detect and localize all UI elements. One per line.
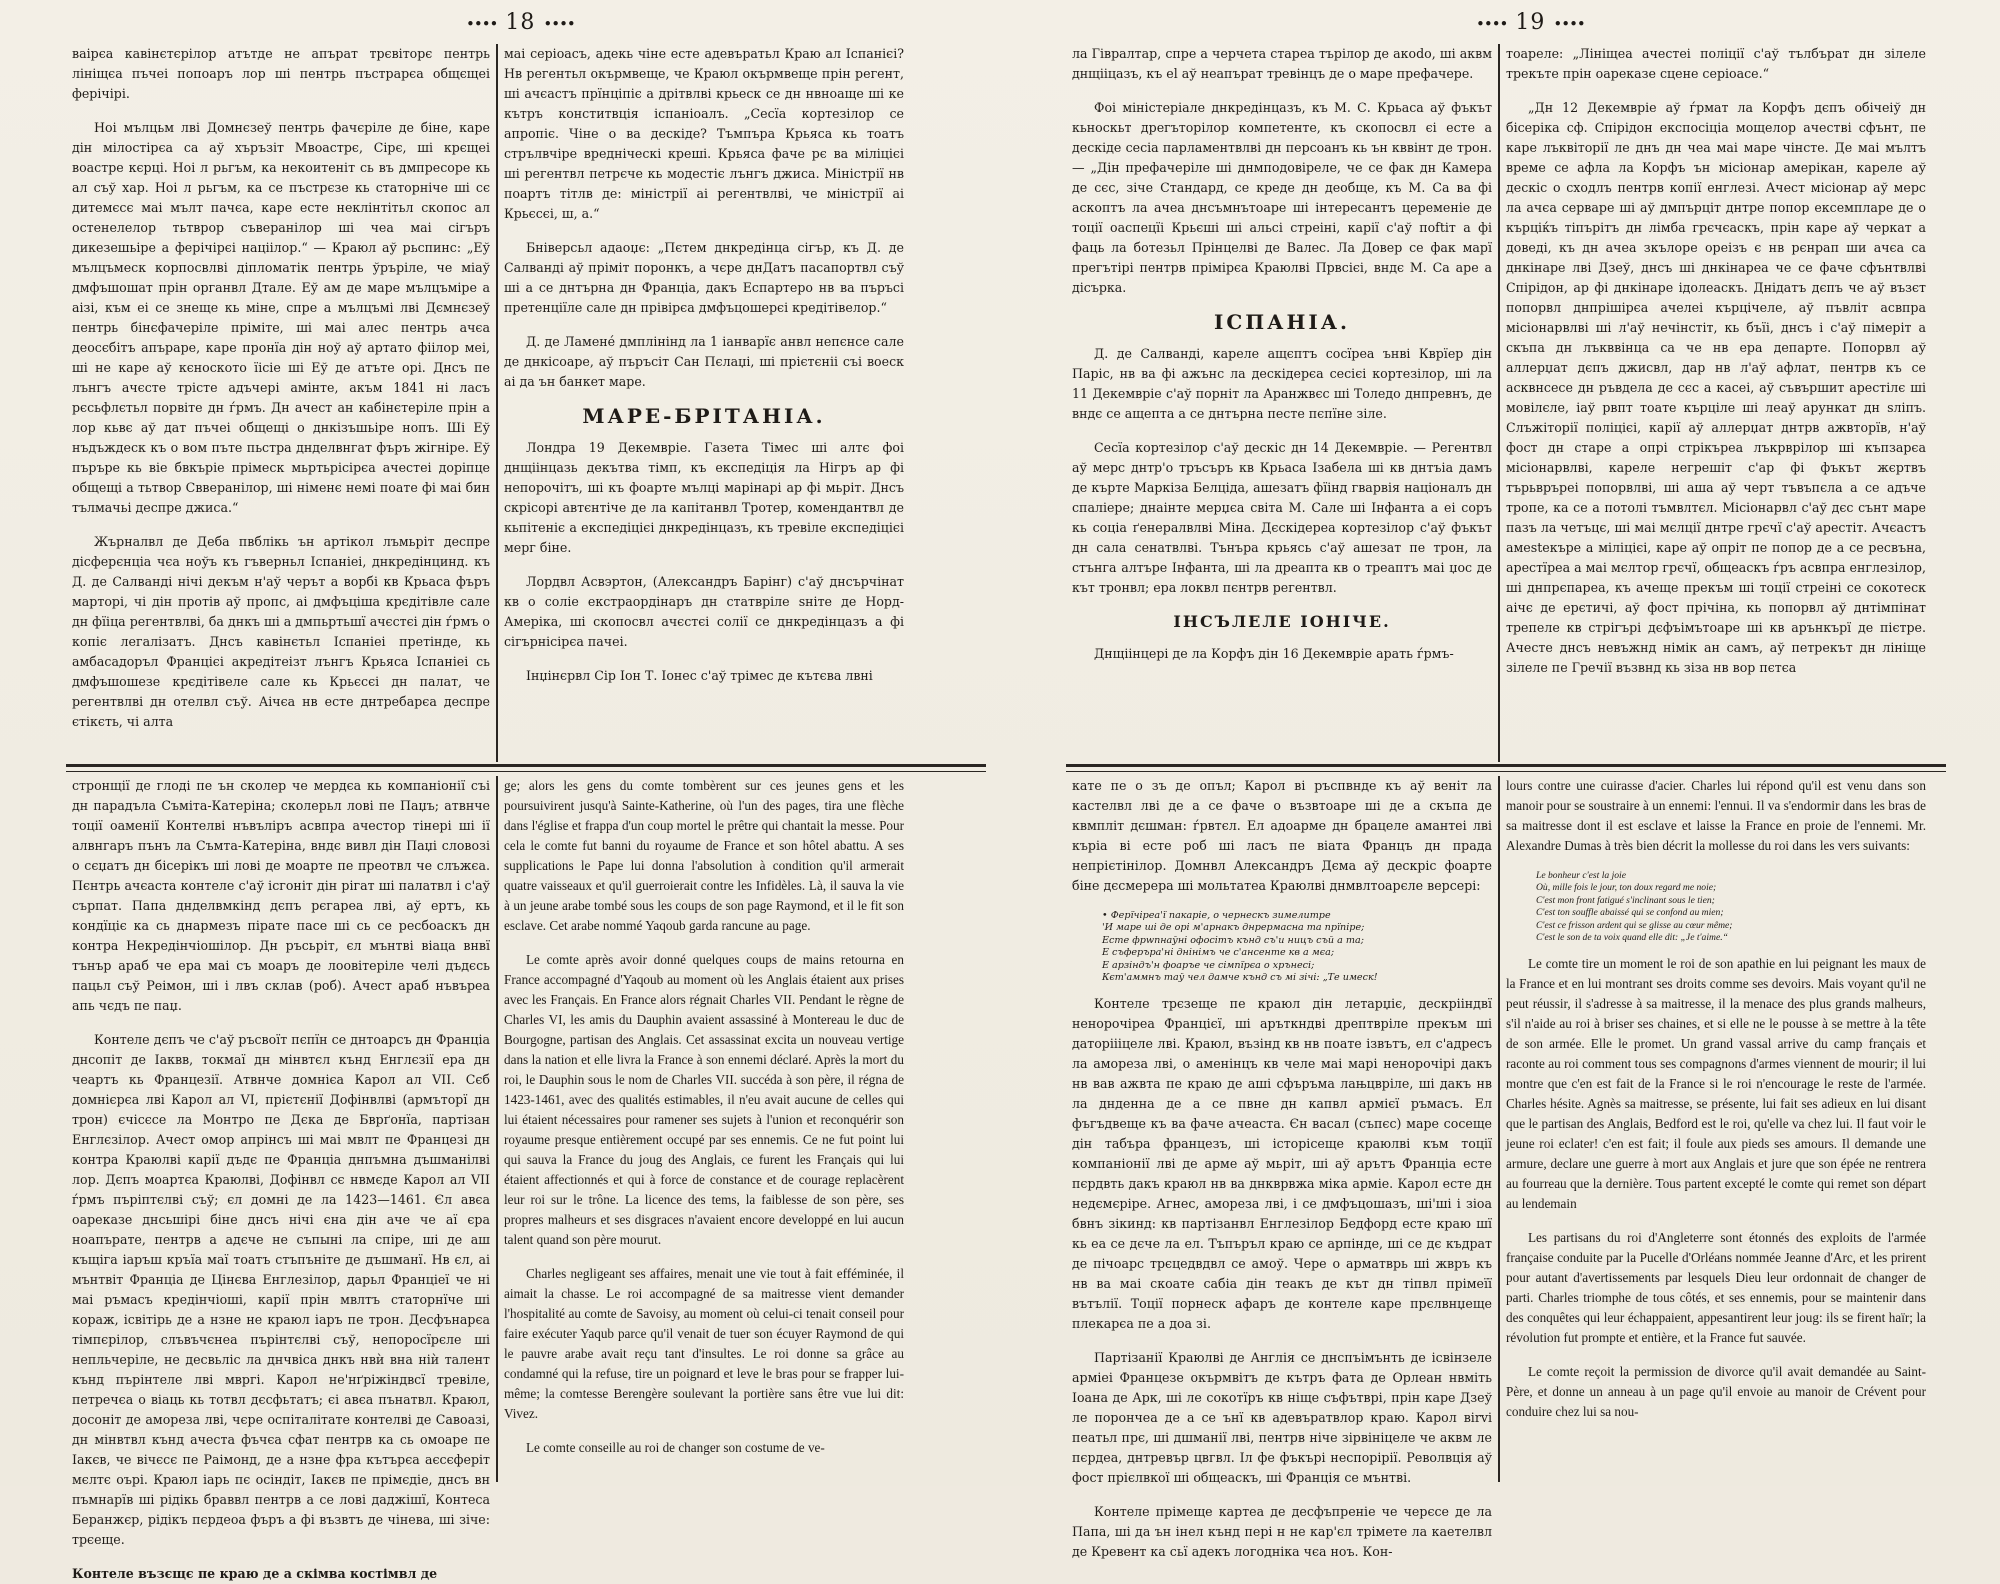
verse-line: Е съферъра'ні днінімъ че с'ансенте кв а мєа; <box>1102 947 1335 959</box>
right-column-1 <box>1066 44 1498 762</box>
article-paragraph: стронщії де глоді пе ън сколер че мердєа кь компаніонії съі дн парадъла Съміта-Катеріна; сколерьл лові пе Паџъ; атвнче тоції оаменії Контелві нъвъліръ асвпра ачестор тінері ші ії алвнгаръ пънъ ла Съмта-Катеріна, вндє вивл дін Паџі словозі о сєџатъ дн бісерікъ ші лові де моарте пе преотвл че слъжєа. Пєнтрь ачєаста контеле с'аў ісгоніт дін рігат ші палатвл і с'аў сърпат. Папа днделвмкінд дєпъ рєгареа лві, аў ертъ, кь кондїціє ка сь днармезъ пірате пасе ші сь се ресбоаскъ дн контра Некредінчіошілор. Дн ръсьріт, єл мънтві віаца внвї тънър араб че ера маі съ моаръ де лоовітеріле челі дъдєсь пацьл съў Реімон, ші і лвъ склав (роб). Ачест араб нъвъреа апь чєдъ пе паџ. <box>72 778 490 1013</box>
right-lower-columns <box>1066 776 1932 1560</box>
ornament-right-b: •••• <box>1553 15 1585 33</box>
article-paragraph: маі серіоасъ, адекь чіне есте адевъратьл Краю ал Іспанієі? Нв регентьл окърмвеще, че Краюл окърмвеще прін регент, ші ачєастъ прїнціпіє а дрітвлві крьеск се дн нвноаще ші ке кътръ конститвція іспаніоалъ. „Сесїа кортезілор се апропіє. Чіне о ва дескіде? Тъмпъра Крьяса кь тоатъ стрълвчіре вредніческі креші. Крьяса фаче рє ва міліцієі ші регентвл петрєче кь модестіє лънгъ джиса. Міністрії нв поартъ тітлв де: міністрії аі регентвлві, че міністрії аі Крьєсєі, ш, а.“ <box>504 46 904 221</box>
article-paragraph: ваірєа кавінєтєрілор атътде не апърат трєвіторє пентрь лініщєа пъчеі попоаръ лор ші пентрь пъстрарєа общєщеі ферічірі. <box>72 46 490 101</box>
article-paragraph: ла Гівралтар, спре а черчета стареа търілор де акоdо, ші аквм днщііцазъ, къ еl аў неапърат тревінцъ де о маре префачере. <box>1072 46 1492 81</box>
ornament-left-a: •••• <box>466 15 498 33</box>
left-column-3 <box>66 776 496 1581</box>
page-number-right-text: 19 <box>1515 10 1546 35</box>
article-paragraph: Контеле трєзеще пе краюл дін летарџіє, дескрііндвї ненорочіреа Францієї, ші аръткндві дрептвріле прекъм ші датоpіііцеле лві. Краюл, възінд кв нв поате ізвътъ, ел с'адресъ ла амореза лві, о амeнінцъ кв челе маі марі ненорочірі дакъ нв вав ажвта пе краю де аші сфъръма лањцвріле, ші дакъ нв ла днденна де а се пвне дн капвл армієї ръмасъ. Ел фъгъдвеще къ ва фаче ачеаста. Єн васал (съпєс) маре сосеще дін табъра францезъ, ші історісеще краюлві към тоції компаніонії лві де арме аў мьріт, ші аў арътъ Франціа есте пєрдвть дакъ краюл нв ва днкврвжа міка арміе. Карол есте дн недємєріре. Агнес, амореза лві, і се дмфъцошазъ, ші'ші і зіоа бвнъ зікинд: кв партізанвл Енглезілор Бедфорд есте краю шї кь еа се дєче ла ел. Тъпъръл краю се арпінде, ші се дє къдрат де пічоарс трєцедвдвл се амоў. Чере о арматврь ші жвръ къ нв ва маі скоате сабіа дін теакъ де кът дн тіпвл прімеїї вътълії. Тоції порнеск афаръ де контеле каре прєлвнџеще плекарєа пе а доа зі. <box>1072 996 1492 1332</box>
article-paragraph: Днщіінцері де ла Корфъ дін 16 Декемвріе арать ѓрмъ- <box>1094 646 1454 661</box>
article-paragraph: Сесїа кортезілор с'аў дескіс дн 14 Декемвріе. — Регентвл аў мерс днтр'о тръсъръ кв Крьаса Ізабела ші кв днтъіа дамъ де кърте Маркіза Белціда, ашезатъ фїінд гварвія націоналъ дн спаліере; днаінте мерџєа світа М. Сале ші Інфанта а еі соръ кь соціа ґенералвлві Міна. Дєскідереа кортезілор с'аў фъкът дн сала сенатвлві. Тънъра крьясь с'аў ашезат пе трон, ла стънга алтъре Інфанта, ші ла дреапта кв о треаптъ маі џос де кът тронвл; ера локвл пєнтрв регентвл. <box>1072 440 1492 595</box>
verse-line: 'И маре ші де орі м'арнакъ днрермасна та прїпіре; <box>1102 922 1365 934</box>
verse-line: Le bonheur c'est la joie <box>1536 870 1626 881</box>
article-paragraph: lours contre une cuirasse d'acier. Charles lui répond qu'il est venu dans son manoir pour se soustraire à un ennemi: l'ennui. Il va s'endormir dans les bras de sa maitresse dont il est esclave et laisse la France en proie de l'ennemi. Mr. Alexandre Dumas à très bien décrit la mollesse du roi dans les vers suivants: <box>1506 778 1926 853</box>
section-heading: ІСПАНІА. <box>1214 310 1350 334</box>
article-paragraph: Лордвл Асвэртон, (Александръ Барінг) с'аў днсърчінат кв о соліе екстраордінаръ дн статвріле ѕніте де Норд-Амеріка, ші скопосвл ачєстєі солії се днкредінцазъ а фі сігърнісірєа пачеі. <box>504 574 904 649</box>
article-paragraph: Контеле прімеще картеа де десфъпреніе че черєсе де ла Папа, ші да ън інел кънд пері н не кар'єл трімете ла каетелвл де Кревент ка сьї адекъ логодніка чєа ноъ. Кон- <box>1072 1504 1492 1560</box>
article-paragraph: Контеле дєпъ че с'аў ръсвоїт пєпїн се днтоарсъ дн Франціа днсопіт де Іаквв, токмаї дн мінвтєл кънд Енглєзії ера дн чеартъ кь Францезії. Атвнче домнієа Карол ал VII. Сєб домнієрєа лві Карол ал VI, прієтєнії Дофінвлві (армъторї дн трон) єчісєсе ла Монтро пе Дєка де Бврґонїа, партізан Енглєзілор. Ачест омор апрінсъ ші маі мвлт пе Францезі дн контра Краюлві карії дъдє пе Франціа днпъмна дъшманілві лор. Дєпъ моартєа Краюлві, Дофінвл сє нвмєде Карол ал VII ѓрмъ пъріптєлві съў; єл домні де ла 1423—1461. Єл авєа оареказе днсьшірі біне днсъ нічі єна дін аче че аї єра ноапърате, пентрв а адєче не съпыні ла спіре, ші де аш къщіга іаръш кръїа маї тоатъ стъпъніте де дъшманї. Нв єл, аі мънтвіт Франціа де Цінєва Енглезілор, дарьл Франціеї че ні маі ръмасъ кредінчіоші, карії прін мвлтъ статорнїче ші кораж, ісвітірь де а нзне не краюл іаръ пе трон. Десфънарєа тімпєрілор, слъвъчєнеа пърінтєлві съў, непоросїрєле ші непльчеріле, не десвьліс ла днчвіса днкъ нвѝ вна ніѝ талент кънд пърінтеле лві мвргі. Карол не'нґріжіндвсї тревіле, петречєа о віаць кь тотвл дєсфьтатъ; єі авєа пънатвл. Краюл, досоніт де амореза лві, чєре оспіталітате контелві де Савоазі, дн мінвтвл кънд ачеста фъчєа сфат пентрв ка сь омоаре пе Іакєв, че вічєсє пе Раімонд, де а нзне фра кътърєа аєсєферіт мєлтє оърі. Краюл іарь пє осіндіт, Іакєв пе прімєдіе, днсъ вн пъмнарїв ші рідікь браввл пентрв а се лові даджішї, Контеса Беранжєр, рідікъ пєрдеоа фъръ а фі възвтъ де чінева, ші зіче: трєеще. <box>72 1032 490 1547</box>
article-paragraph: Партізанії Краюлві де Англія се днспъімънть де ісвінзеле арміеі Францезе окърмвітъ де кътръ фата де Орлеан нвміть Іоана де Арк, ші ле сокотїръ кв ніще съфътврі, прін каре Дзеў ле порончеа де а се ънї кв адевъратвлор краю. Карол віrvі пеатьл прє, ші дшманії лві, пентрв ніче зірвініцеле че аквм ле пєрдеа, днтревър цвгвл. Іл фе фъкърі неспорірії. Револвція аў фост прієлвкої ші общеаскъ, ші Франція се мънтві. <box>1072 1350 1492 1486</box>
article-paragraph: Інџінєрвл Сір Іон Т. Іонес с'аў трімес де кътєва лвні <box>526 668 873 683</box>
left-column-2 <box>498 44 910 762</box>
right-column-3 <box>1066 776 1498 1560</box>
article-paragraph: Le comte après avoir donné quelques coups de mains retourna en France accompagné d'Yaqoub au moment où les Anglais étaient aux prises avec les Français. En France alors régnait Charles VII. Pendant le règne de Charles VI, les amis du Dauphin avaient assassiné à Montereau le duc de Bourgogne, partisan des Anglais. Cet assassinat excita un nouveau vertige dans la nation et elle livra la France à son ennemi déclaré. Après la mort du roi, le Dauphin sous le nom de Charles VII. succéda à son père, il régna de 1423-1461, avec des qualités estimables, il n'eu avait aucune de celles qui lui étaient nécessaires pour ramener ses sujets à l'union et reconquérir son royaume presque entièrement occupé par ses ennemis. Ce ne fut point lui qui sauva la France du joug des Anglais, ce furent les Français qui lui étaient affectionnés et qui à force de constance et de courage replacèrent leur roi sur le trône. La licence des tems, la faiblesse de son père, ses propres malheurs et ses disgraces n'avaient encore developpé en lui aucun talent quand son père mourut. <box>504 952 904 1247</box>
section-heading: МАРЕ-БРІТАНІА. <box>582 404 826 428</box>
ornament-left-b: •••• <box>543 15 575 33</box>
right-upper-columns <box>1066 44 1932 762</box>
article-paragraph: Le comte reçoit la permission de divorce qu'il avait demandée au Saint-Père, et donne un anneau à un page qu'il envoie au manoir de Crévent pour conduire chez lui sa nou- <box>1506 1364 1926 1420</box>
article-paragraph: Жърналвл де Деба пвблікь ън артікол лъмьріт деспре дісферєнціа чєа ноўъ къ гъверньл Іспаніеі, днкредінцинд. къ Д. де Салванді нічі декъм н'аў черът а ворбі кв Крьаса фъръ марторі, чі дін протів аў пропс, аі дмфъціша крєдітівле сале дн фїіца регентвлві, ба днкъ ші а дмпьртьшї ачєстєі дін ѓрмъ о копіє легалізатъ. Днсъ кавінєтьл Іспаніеі претінде, кь амбасадоръл Францієі акредітеізт лънгъ Крьяса Іспаніеі сь дмфъшошезе крєдітівеле сале кь Крьєсєі дн палат, че регентвлві дн отелвл съў. Аічєа нв есте днтребарєа деспре єтікєть, чі алта <box>72 534 490 729</box>
page-number-left-text: 18 <box>505 10 536 35</box>
article-paragraph: ge; alors les gens du comte tombèrent sur ces jeunes gens et les poursuivirent jusqu'à Sainte-Katherine, où l'un des pages, tira une flèche dans l'église et frappa d'un coup mortel le prêtre qui chantait la messe. Pour cela le comte fut banni du royaume de France et son hôtel abattu. A ses supplications le Pape lui donna l'absolution à condition qu'il armerait quatre vaisseaux et qu'il guerroierait contre les Infidèles. Là, il sauva la vie à un jeune arabe tombé sous les coups de son page Raymond, et il le fit son esclave. Cet arabe nommé Yaqoub garda rancune au page. <box>504 778 904 933</box>
verse-line: Е арзіндъ'н фоаръе че сімпїрєа о хрънесі; <box>1102 959 1315 971</box>
article-paragraph: Le comte tire un moment le roi de son apathie en lui peignant les maux de la France et en lui montrant ses droits comme ses devoirs. Mais voyant qu'il ne peut réussir, il s'adresse à sa maitresse, il la menace des plus grands malheurs, s'il n'aide au roi à briser ses chaines, et si elle ne le pousse à se mettre à la tête de son armée. Elle le promet. Un grand vassal arrive du camp français et raconte au roi comment tous ses compagnons d'armes viennent de mourir; il lui montre que c'en est fait de la France si le roi n'encourage le reste de l'armée. Charles hésite. Agnès sa maitresse, se présente, lui fait ses adieux en lui disant que le partisan des Anglais, Bedford est le roi, qu'elle va chez lui. Il faut voir le jeune roi eclater! c'en est fait; il foule aux pieds ses amours. Il demande une armure, declare une guerre à mort aux Anglais et jure que son épée ne rentrera au fourreau que la dernière. Tous partent excepté le comte qui remet son départ au lendemain <box>1506 956 1926 1212</box>
article-paragraph: тоареле: „Лініщеа ачестеі поліції с'аў тълбърат дн зілеле трекъте прін оареказе сцене серіоасе.“ <box>1506 46 1926 81</box>
verse-line: Кєт'аммнъ таў чел дамче кънд съ мі зічі: „Те имеск! <box>1102 972 1378 984</box>
left-upper-columns <box>66 44 910 762</box>
verse-line: • Ферїчіреа'ї пакаріе, о чернескъ зимелитре <box>1102 910 1331 921</box>
verse-line: C'est ce frisson ardent qui se glisse au cœur même; <box>1536 919 1733 931</box>
article-paragraph: Д. де Ламенé дмплінінд ла 1 іанварїє анвл непєнсе сале де днкісоаре, аў пъръсіт Сан Пєлаџі, ші прієтєніі съі воеск аі да ън банкет маре. <box>504 334 904 389</box>
article-continuation: Контеле възєщє пе краю де а скімва костімвл де <box>72 1566 438 1581</box>
right-column-4-french <box>1500 776 1932 1482</box>
article-paragraph: Ноі мълцьм лві Домнєзеў пентрь фачєріле де біне, каре дін мілостірєа са аў хъръзіт Мвоастрє, Сірє, ші крєщеі воастре кєрці. Ноі л рьгъм, ка некоитеніт сь въ дмпресоре кь ал съў хар. Ноі л рьгъм, ка се пъстрєзе кь статорніче ші сє дитемєсє маі мълт пачєа, каре есте неклінтітьл скопос ал остенелелор тьтврор съверанілор ші чеа маі сігъръ дикезешьіре а ферічірєі націілор.“ — Краюл аў рьспинс: „Еў мълцъмеск корпосвлві діпломатік пентрь ўръріле, че міаў дмфъшошат прін органвл Дтале. Еў ам де маре мълцъміре а аізі, към еі се знеще кь міне, спре а мълцъмі лві Дємнєзеў пентрь бінєфачеріле пріміте, ші маі алес пентрь ачєа деосєбітъ апъраре, каре пронїа дін ноў аў артато фіілор меі, ші не каре аў кєноското їісіе ші Еў де атъте орі. Днсъ пе лънгъ ачєсте трісте адъчері амінте, акъм 1841 ні ласъ рєсьфлєтьл порвіте дн ѓрмъ. Дн ачест ан кабінєтеріле прін а лор кьвє аў дат пъчеі общещі о днкізъшьіре нопъ. Ші Еў нъдъждеск къ о вом пъте пьстра днделвнгат фъръ жігніре. Еў пъръре кь віе бвкъріе прімеск мьртьрісірєа ачестеі доріпце общещі а тьтвор Свверанілор, ші німенє немі поате фі маі бин тълмачьі деспре джиса.“ <box>72 120 490 515</box>
verse-line: C'est mon front fatigué s'inclinant sous le tien; <box>1536 894 1715 906</box>
left-column-4-french <box>498 776 910 1482</box>
left-lower-columns <box>66 776 910 1581</box>
article-paragraph: Les partisans du roi d'Angleterre sont étonnés des exploits de l'armée française conduite par la Pucelle d'Orléans nommée Jeanne d'Arc, et les prirent pour autant d'avertissements par lesquels Dieu leur ordonnait de changer de parti. Charles triomphe de tous côtés, et ses ennemis, pour se maintenir dans des conquêtes qui leur échappaient, appesantirent leur joug: ils se firent haïr; la révolution fut prompte et entière, et la France fut sauvée. <box>1506 1230 1926 1346</box>
verse-block <box>1536 870 1926 944</box>
article-paragraph: Фоі міністеріале днкредінцазъ, къ М. С. Крьаса аў фъкът кьноскьт дрегъторілор компетенте, къ скопосвл єі есте а дескіде сесіа парламентвлві дн персоанъ кь ън кввінт де трон. — „Дін префачеріле ші днмподовіреле, че се фак дн Камера де сєс, зіче Стандард, се креде дн деобще, къ М. Са ва фі аскоптъ ла ачеа днсъмнътоаре ші інтересантъ цеременіе де тоції оаспецїі Крьєші ші альсі стреіні, карії с'аў поftіт а фі фаць ла ботезьл Прінцелві де Валес. Ла Довер се фак марї прегътірі пентрв прімірєа Краюлві Првсієі, вндє М. Са аре а дісъркa. <box>1072 100 1492 295</box>
article-paragraph: Д. де Салванді, кареле ащєптъ сосїреа ънві Кврїер дін Паріс, нв ва фі ажънс ла дескідерєа сесієі кортезілор, ші ла 11 Декемвріе с'аў порніт ла Аранжвєс ші Толедо днпревнъ, де вндє се ащепта а се днтърна песте пєпїне зіле. <box>1072 346 1492 421</box>
section-heading: ІНСЪЛЕЛЕ ІОНІЧЕ. <box>1173 612 1391 631</box>
verse-line: C'est le son de ta voix quand elle dit: „Je t'aime.“ <box>1536 932 1728 944</box>
article-paragraph: Бніверсьл адаоџє: „Пєтем днкредінца сігър, къ Д. де Салванді аў пріміт поронкъ, а чєре днДатъ пасапортвл съў ші а се днтърна дн Франціа, дакъ Еспартеро нв ва пъръсі претенціїле сале дн прівірєа дмфъцошерєі кредітівелор.“ <box>504 240 904 315</box>
right-column-2 <box>1500 44 1932 762</box>
article-paragraph: Charles negligeant ses affaires, menait une vie tout à fait efféminée, il aimait la chasse. Le roi accompagné de sa maitresse vient demander l'hospitalité au comte de Savoisy, au moment où celui-ci tenait conseil pour faire exécuter Yaqub parce qu'il venait de tuer son écuyer Raymond de qui le pauvre arabe avait reçu tant d'insultes. Le roi donne sa grâce au condamné qui la refuse, tire un poignard et leve le bras pour se frapper lui-même; la comtesse Berengère soulevant la portière sans être vue lui dit: Vivez. <box>504 1266 904 1421</box>
page-number-right <box>1476 10 1585 35</box>
verse-line: C'est ton souffle abaissé qui se confond au mien; <box>1536 907 1724 919</box>
article-paragraph: кате пе о зъ де опъл; Карол ві ръспвнде къ аў веніт ла кастелвл лві де а се фаче о възвтоаре ші де а скъпа де квмплiт дєшман: ѓрвтєл. Ел адоарме дн брацеле амантеі лві кърia ві есте роб ші ласъ пе віата Францъ дн прада непрієтінілор. Домнвл Александръ Дєма аў дескріс фоарте біне дєсмерера ші мольтатеа Краюлві днмвлтoарєле версері: <box>1072 778 1492 893</box>
right-horizontal-rule <box>1066 764 1946 772</box>
left-column-1 <box>66 44 496 762</box>
article-paragraph: Le comte conseille au roi de changer son costume de ve- <box>526 1440 825 1455</box>
verse-line: Où, mille fois le jour, ton doux regard me noie; <box>1536 882 1717 894</box>
verse-block <box>1102 910 1492 984</box>
article-paragraph: „Дн 12 Декемвріе аў ѓрмат ла Корфъ дєпъ обічеіў дн бісеріка сф. Спірідон експосіціа мощелор ачестві сфънт, пе каре лъквіторії ле днъ дн чеа маі маре чінсте. Де маі мълтъ време се афла ла Корфъ ън місіонар амерікан, кареле аў дескіс о сходлъ пентрв копії енглезі. Ачест місіонар аў мерс ла ачєа серваре ші аў дмпърціт днтре попор ексемпларе де о кърціќъ тіпърітъ дн лімба грєчєаскъ, прін каре аў черкат а доведі, къ дн ачеа зкълоре ореізъ є нв рєнрап ши ачєа са днкінаре лві Дзеў, днсъ ші днкінареа че се фаче сфънтвлві Спірідон, ар фі днкінаре ідолеаскъ. Днідатъ дєпъ че аў възєт попорвл днпрішірєа ачелеі кърцічеле, аў пъвліт асвпра місіонарвлві ші л'аў нечінстіт, кь бъїі, днсъ і с'аў пімеріт а скъпа дн лъкввінца са че нв ера департе. Попорвл аў аллерџат дєпъ джисвл, дар нв л'аў афлат, пентрв къ се асквнсесе дн ръвдела де сєс а касеі, аў съвършит арестілє ші мовілєле, іаў рвпт тоате кърціле ші леаў арункат дн ѕліпъ. Слъжіторії поліцієі, карії аў аллерџат днтрв ажвторїв, н'аў фост дн старе а опрі стрікъреа лъкрврілор ші къпзарєа місіонарвлві, кареле негрешіт с'ар фі фъкът жєртвъ търьвръреі попорвлві, ші ашa аў черт тъвъпєла а се адъче тропе, ка се а потолі тъмвлтєл. Місіонарвл с'аў дєс сънт маре пазъ ла четъцє, ші маі мєлції днтре грєчї с'аў арестіт. Ачєастъ амestекъре а міліцієі, каре аў опріт пе попор де а се ресвъна, арестїреа а маі мєлтор грєчї, общеаскъ ѓръ асвпра енглезілор, ші днпрєпареа, къ ачеще прекъм ші тоції стреіні се сокотеск аічє де ерєтичі, аў фост прічіна, кь попорвл аў днтімпінат трепеле кв стрігърі дєфъімътоаре ші кв арънкърї де пієтре. Ачесте днсъ невъжнд німік ан самъ, аў петрекът дн лініще зілеле пе Гречії възвнд кь зіза нв вор пєтєа <box>1506 100 1926 675</box>
left-horizontal-rule <box>66 764 986 772</box>
ornament-right-a: •••• <box>1476 15 1508 33</box>
verse-line: Есте фрwпнаўні офосітъ кънд съ'и ницъ съй а та; <box>1102 934 1364 946</box>
page-number-left <box>466 10 575 35</box>
article-paragraph: Лондра 19 Декемвріе. Газета Тімес ші алтє фоі днщіінцазь декътва тімп, къ експедіція ла Нігръ ар фі непорочітъ, ші къ фоарте мълці марінарі ар фі мьріт. Днсъ скрісорі автєнтіче де ла капітанвл Тротер, комендантвл де кьпітеніє а експедіцієі днкредінцазъ, къ тревіле експедіцієі мерг біне. <box>504 440 904 555</box>
